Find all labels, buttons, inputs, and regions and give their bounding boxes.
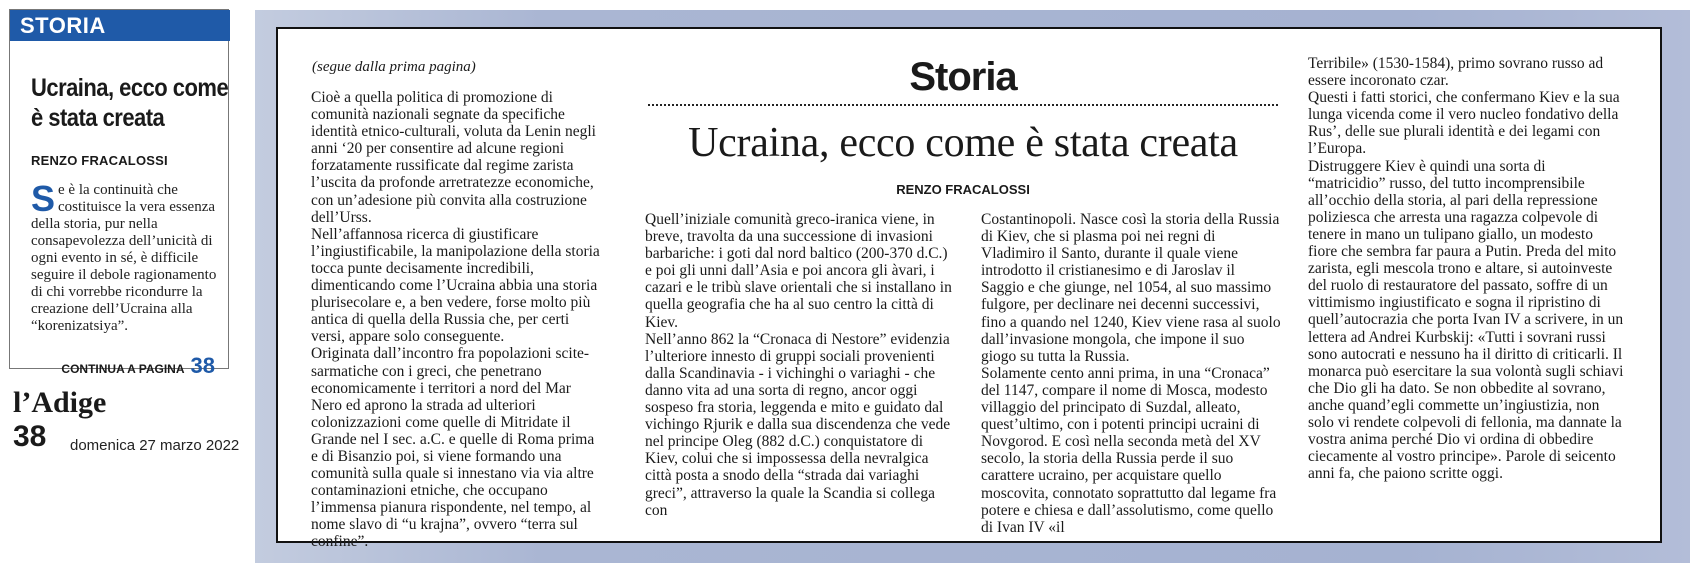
- teaser-text: e è la continuità che costituisce la vera essenza della storia, pur nella consapevolezza dell’unicità di ogni evento in sé, è difficile seguire il debole ragionamento di chi vorrebbe ricondurre la creazione dell’Ucraina alla “korenizatsiya”.: [31, 182, 217, 334]
- teaser-author: RENZO FRACALOSSI: [31, 153, 168, 168]
- newspaper-masthead: l’Adige: [13, 386, 107, 419]
- article-column-1: [311, 89, 601, 551]
- dotted-divider: [648, 104, 1278, 106]
- teaser-title: Ucraina, ecco come è stata creata: [31, 74, 229, 132]
- teaser-body: [31, 178, 223, 335]
- article-column-2: [645, 211, 955, 519]
- paragraph: Nell’affannosa ricerca di giustificare l’ingiustificabile, la manipolazione della storia tocca punte decisamente incredibili, dimenticando come l’Ucraina abbia una storia plurisecolare e, a ben vedere, forse molto più antica di quella della Russia che, per certi versi, appare solo conseguente.: [311, 225, 600, 346]
- page-number: 38: [13, 420, 47, 453]
- article-column-3: [981, 211, 1281, 536]
- publication-date: domenica 27 marzo 2022: [70, 437, 240, 454]
- continua-page: 38: [190, 353, 215, 378]
- article-column-4: [1308, 55, 1626, 482]
- paragraph: Questi i fatti storici, che confermano Kiev e la sua lunga vicenda come il vero nucleo fondativo della Rus’, delle sue plurali identità e dei legami con l’Europa.: [1308, 89, 1620, 158]
- front-page-teaser: [9, 9, 229, 378]
- continua-label: CONTINUA A PAGINA: [61, 362, 185, 376]
- paragraph: Nell’anno 862 la “Cronaca di Nestore” evidenzia l’ulteriore innesto di gruppi sociali provenienti dalla Scandinavia - i vichinghi o variaghi - che danno vita ad una sorta di regno, ancor oggi sospeso fra storia, leggenda e mito e guidato dal vichingo Rjurik e dalla sua discendenza che vede nel principe Oleg (882 d.C.) conquistatore di Kiev, colui che si impossessa della nevralgica città posta a snodo della “strada dai variaghi greci”, attraverso la quale la Scandia si collega con: [645, 330, 951, 519]
- paragraph: Originata dall’incontro fra popolazioni scite-sarmatiche con i greci, che penetrano economicamente i territori a nord del Mar Nero ed aprono la strada ad ulteriori colonizzazioni come quelle di Mitridate il Grande nel I sec. a.C. e quelle di Roma prima e di Bisanzio poi, si viene formando una comunità sulla quale si innestano via via altre contaminazioni etniche, che occupano l’immensa pianura rispondente, nel tempo, al nome slavo di “u krajna”, ovvero “terra sul confine”.: [311, 345, 595, 551]
- drop-cap: S: [31, 178, 56, 219]
- article-page: [276, 27, 1662, 551]
- section-label: STORIA: [10, 10, 230, 41]
- continued-note: (segue dalla prima pagina): [312, 59, 476, 75]
- paragraph: Cioè a quella politica di promozione di comunità nazionali segnate da specifiche identità etnico-culturali, voluta da Lenin negli anni ‘20 per consentire ad alcune regioni forzatamente russificate dal regime zarista l’uscita da profonde arretratezze economiche, con un’adesione più convita alla costruzione dell’Urss.: [311, 89, 596, 226]
- paragraph: Distruggere Kiev è quindi una sorta di “matricidio” russo, del tutto incomprensibile all’occhio della storia, al pari della repressione poliziesca che arresta una ragazza colpevole di tenere in mano un tulipano giallo, un modesto fiore che sembra far paura a Putin. Preda del mito zarista, egli mescola trono e altare, si autoinveste del ruolo di restauratore del passato, soffre di un vittimismo ingiustificato e sogna il ripristino di quell’autocrazia che porta Ivan IV a scrivere, in un lettera ad Andrei Kurbskij: «Tutti i sovrani russi sono autocrati e nessuno ha il diritto di criticarli. Il monarca può esercitare la sua volontà sugli schiavi che Dio gli ha dato. Se non obbedite al sovrano, anche quand’egli commette un’ingiustizia, non solo vi rendete colpevoli di fellonia, ma dannate la vostra anima perché Dio vi ordina di obbedire ciecamente al vostro principe». Parole di seicento anni fa, che paiono scritte oggi.: [1308, 157, 1624, 483]
- continua-link[interactable]: [61, 353, 215, 379]
- paragraph: Terribile» (1530-1584), primo sovrano russo ad essere incoronato czar.: [1308, 55, 1604, 90]
- paragraph: Quell’iniziale comunità greco-iranica viene, in breve, travolta da una successione di invasioni barbariche: i goti dal nord baltico (200-370 d.C.) e poi gli unni dall’Asia e poi ancora gli àvari, i cazari e le tribù slave orientali che si installano in quella geografia che ha al suo centro la città di Kiev.: [645, 211, 952, 331]
- paragraph: Solamente cento anni prima, in una “Cronaca” del 1147, compare il nome di Mosca, modesto villaggio del principato di Suzdal, alleato, quest’ultimo, con i potenti principi ucraini di Novgorod. E così nella seconda metà del XV secolo, la storia della Russia perde il suo carattere ucraino, per acquistare quello moscovita, connotato soprattutto dal legame fra potere e chiesa e dall’assolutismo, come quello di Ivan IV «il: [981, 364, 1277, 536]
- article-byline: RENZO FRACALOSSI: [896, 182, 1030, 197]
- paragraph: Costantinopoli. Nasce così la storia della Russia di Kiev, che si plasma poi nei regni di Vladimiro il Santo, durante il quale viene introdotto il cristianesimo e di Jaroslav il Saggio e che giunge, nel 1054, al suo massimo fulgore, per declinare nei decenni successivi, fino a quando nel 1240, Kiev viene rasa al suolo dall’invasione mongola, che impone il suo giogo su tutta la Russia.: [981, 211, 1281, 365]
- article-headline: Ucraina, ecco come è stata creata: [688, 120, 1238, 166]
- section-heading: Storia: [909, 55, 1017, 99]
